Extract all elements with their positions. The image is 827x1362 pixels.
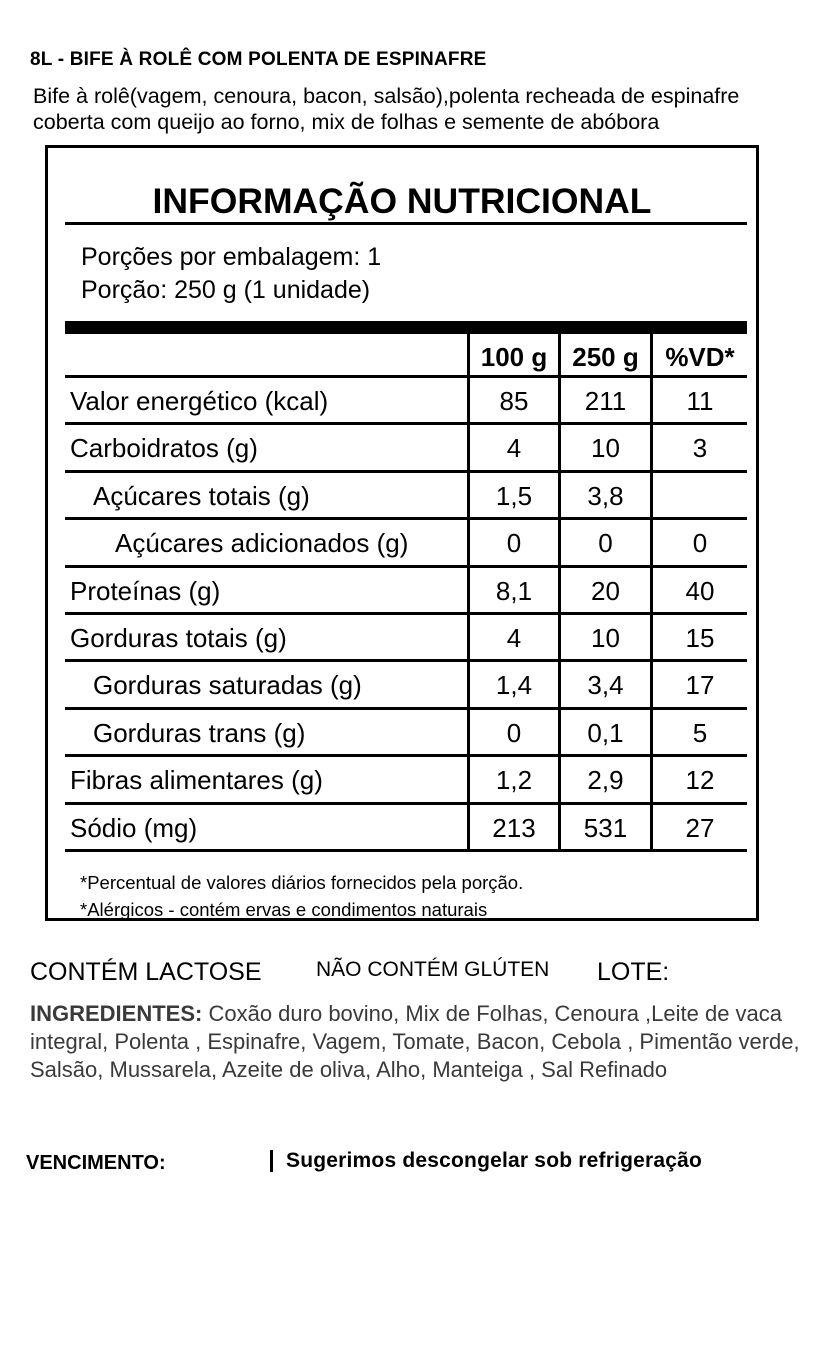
nutrient-value: 10 (591, 433, 620, 464)
nutrient-value: 17 (685, 670, 715, 701)
servings-per-package: Porções por embalagem: 1 (81, 243, 382, 271)
row-divider (65, 612, 747, 615)
nutrient-label: Gorduras saturadas (g) (93, 670, 362, 701)
nutrient-value: 0 (506, 528, 522, 559)
nutrient-value: 11 (686, 386, 714, 416)
column-header: %VD* (665, 342, 735, 372)
nutrient-value: 85 (499, 386, 529, 416)
nutrient-label: Valor energético (kcal) (70, 386, 329, 416)
nutrient-value: 211 (584, 386, 627, 416)
row-divider (65, 802, 747, 805)
nutrient-value: 531 (583, 812, 628, 843)
nutrient-value: 2,9 (587, 765, 624, 796)
gluten-notice: NÃO CONTÉM GLÚTEN (316, 958, 550, 981)
nutrient-label: Proteínas (g) (70, 575, 221, 606)
nutrient-value: 4 (506, 623, 522, 653)
row-divider (65, 565, 747, 568)
column-header: 250 g (572, 342, 639, 372)
nutrient-value: 213 (492, 812, 536, 843)
thick-divider (65, 321, 747, 334)
lot-label: LOTE: (597, 958, 670, 986)
product-title: 8L - BIFE À ROLÊ COM POLENTA DE ESPINAFRE (30, 49, 487, 70)
nutrient-value: 27 (685, 812, 715, 843)
nutrient-label: Fibras alimentares (g) (70, 765, 323, 796)
nutrient-value: 4 (506, 433, 522, 464)
row-divider (65, 849, 747, 852)
ingredients-label: INGREDIENTES: (30, 1001, 203, 1026)
nutrient-value: 1,4 (495, 670, 533, 701)
row-divider (65, 422, 747, 425)
separator-bar (270, 1150, 273, 1172)
row-divider (65, 470, 747, 473)
ingredients-list: Coxão duro bovino, Mix de Folhas, Cenoura ,Leite de vaca integral, Polenta , Espinafre, Vagem, Tomate, Bacon, Cebola , Pimentão verde, Salsão, Mussarela, Azeite de oliva, Alho, Manteiga , Sal Refinado (30, 1001, 800, 1082)
nutrient-value: 1,2 (495, 765, 533, 796)
row-divider (65, 375, 747, 378)
divider (65, 222, 747, 225)
nutrient-value: 8,1 (495, 575, 533, 606)
nutrient-value: 0 (598, 528, 613, 559)
thaw-instruction: Sugerimos descongelar sob refrigeração (286, 1149, 703, 1172)
expiry-label: VENCIMENTO: (26, 1152, 166, 1174)
nutrient-value: 10 (591, 623, 620, 653)
nutrient-value: 5 (692, 717, 708, 748)
nutrient-value: 3 (692, 433, 708, 464)
row-divider (65, 707, 747, 710)
serving-size: Porção: 250 g (1 unidade) (81, 276, 371, 304)
nutrition-facts-table (45, 145, 759, 921)
row-divider (65, 754, 747, 757)
nutrient-value: 3,4 (587, 670, 624, 701)
nutrient-value: 40 (685, 575, 715, 606)
nutrient-value: 1,5 (495, 480, 533, 511)
nutrient-label: Gorduras totais (g) (70, 623, 287, 653)
nutrition-title: INFORMAÇÃO NUTRICIONAL (152, 181, 652, 221)
nutrient-label: Açúcares totais (g) (93, 480, 310, 511)
product-description: Bife à rolê(vagem, cenoura, bacon, salsão),polenta recheada de espinafre coberta com queijo ao forno, mix de folhas e semente de abóbora (33, 84, 740, 134)
nutrient-value: 20 (591, 575, 620, 606)
row-divider (65, 659, 747, 662)
footnote-allergens: *Alérgicos - contém ervas e condimentos naturais (80, 899, 488, 920)
lactose-notice: CONTÉM LACTOSE (30, 958, 262, 986)
nutrient-value: 0,1 (587, 717, 624, 748)
nutrient-value: 0 (692, 528, 708, 559)
nutrient-value: 3,8 (587, 480, 624, 511)
nutrient-label: Sódio (mg) (70, 812, 198, 843)
row-divider (65, 517, 747, 520)
nutrient-label: Açúcares adicionados (g) (115, 528, 409, 559)
nutrient-label: Carboidratos (g) (70, 433, 258, 464)
nutrient-value: 15 (685, 623, 715, 653)
nutrient-label: Gorduras trans (g) (93, 717, 306, 748)
nutrient-value: 12 (685, 765, 715, 796)
footnote-daily-values: *Percentual de valores diários fornecidos pela porção. (80, 872, 524, 893)
ingredients (30, 1000, 805, 1084)
nutrient-value: 0 (506, 717, 522, 748)
column-header: 100 g (480, 342, 548, 372)
